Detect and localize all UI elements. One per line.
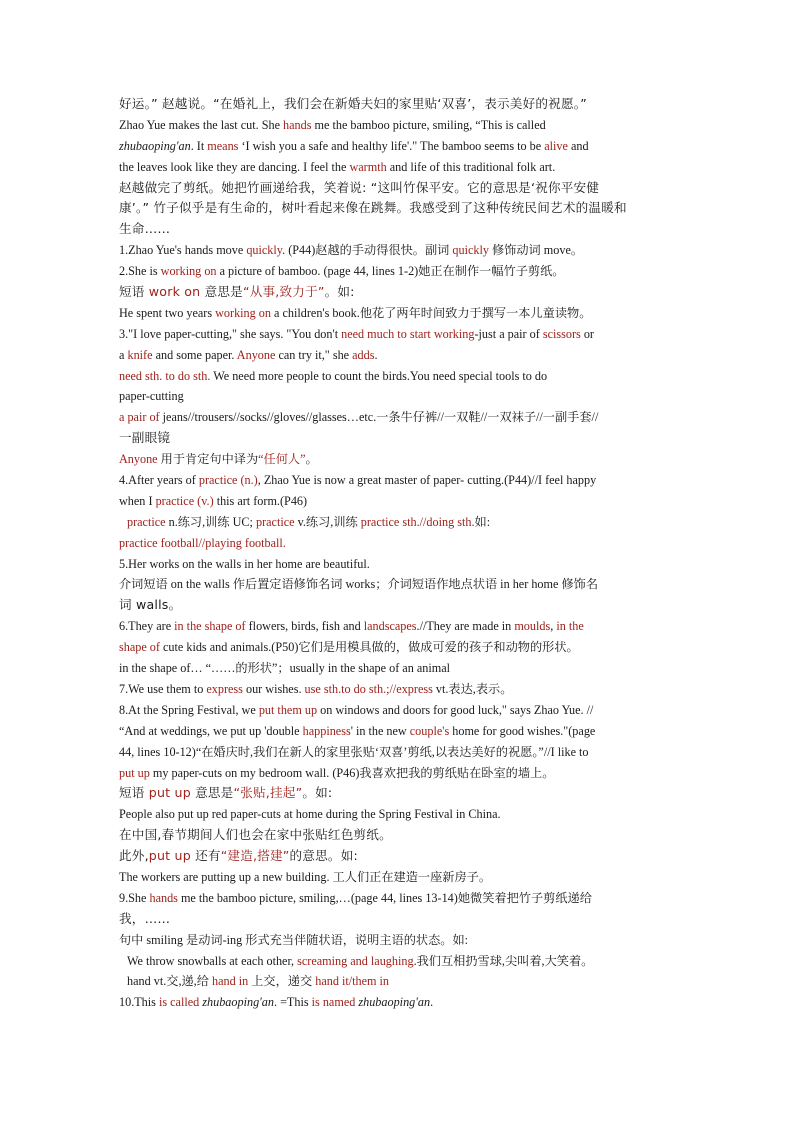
text-segment: 词 walls。 — [119, 597, 182, 613]
text-segment: He spent two years — [119, 305, 216, 320]
text-segment: 还有 — [190, 848, 221, 864]
text-line — [119, 198, 679, 219]
text-segment: 用于肯定句中译为 — [157, 452, 259, 467]
highlighted-text: put up — [148, 785, 191, 801]
text-segment: the leaves look like they are dancing. I feel the — [119, 159, 350, 174]
text-segment: 短语 — [119, 785, 149, 801]
highlighted-text: working on — [215, 305, 271, 320]
text-segment: 如: — [474, 514, 491, 529]
text-segment: jeans//trousers//socks//gloves//glasses…etc.一条牛仔裤//一双鞋//一双袜子//一副手套// — [159, 410, 599, 425]
text-segment: -just a pair of — [474, 326, 543, 341]
highlighted-text: adds — [352, 347, 375, 362]
text-segment: 8.At the Spring Festival, we — [119, 702, 259, 717]
text-line — [119, 178, 679, 199]
text-line — [119, 888, 679, 909]
highlighted-text: “任何人” — [258, 452, 306, 467]
highlighted-text: hands — [283, 117, 312, 132]
text-segment: .我们互相扔雪球,尖叫着,大笑着。 — [413, 953, 594, 968]
text-segment: our wishes. — [242, 681, 305, 696]
highlighted-text: “从事,致力于” — [242, 284, 325, 300]
text-line — [119, 449, 679, 470]
text-segment: 意思是 — [190, 785, 234, 801]
text-line — [119, 428, 679, 449]
text-segment: .//They are made in — [416, 619, 515, 634]
text-segment: 此外, — [119, 848, 149, 864]
highlighted-text: practice football//playing football. — [119, 535, 286, 550]
text-segment: 的意思。如: — [289, 848, 358, 864]
highlighted-text: practice sth.//doing sth. — [360, 514, 475, 529]
highlighted-text: quickly — [452, 243, 489, 258]
highlighted-text: warmth — [349, 159, 387, 174]
text-segment: 好运。” 赵越说。“在婚礼上，我们会在新婚夫妇的家里贴‘双喜’，表示美好的祝愿。” — [119, 96, 587, 111]
document-page — [119, 94, 679, 1013]
text-segment: when I — [119, 493, 156, 508]
text-line — [119, 407, 679, 428]
text-segment: 赵越做完了剪纸。她把竹画递给我，笑着说: “这叫竹保平安。它的意思是‘祝你平安健 — [119, 179, 600, 195]
highlighted-text: need much to start working — [341, 326, 475, 341]
text-segment: 9.She — [119, 890, 150, 905]
text-segment: “And at weddings, we put up 'double — [119, 723, 303, 738]
text-segment: v.练习,训练 — [294, 514, 361, 529]
text-segment: 上交，递交 — [248, 974, 316, 989]
text-segment: this art form.(P46) — [213, 493, 308, 508]
text-segment: . (P44)赵越的手动得很快。副词 — [282, 243, 453, 258]
text-line — [119, 658, 679, 679]
text-segment: . =This — [273, 995, 312, 1010]
text-line — [119, 721, 679, 742]
text-line — [119, 700, 679, 721]
text-segment: on windows and doors for good luck," says Zhao Yue. // — [317, 702, 594, 717]
highlighted-text: moulds — [514, 619, 551, 634]
text-segment: 7.We use them to — [119, 681, 207, 696]
text-segment: 康’。” 竹子似乎是有生命的，树叶看起来像在跳舞。我感受到了这种传统民间艺术的温暖和 — [119, 200, 627, 216]
text-segment: . — [430, 995, 434, 1010]
text-segment: zhubaoping'an — [119, 138, 191, 153]
highlighted-text: use sth.to do sth.;//express — [304, 681, 433, 696]
highlighted-text: couple's — [409, 723, 450, 738]
highlighted-text: is named — [311, 995, 356, 1010]
text-segment: People also put up red paper-cuts at home during the Spring Festival in China. — [119, 807, 501, 822]
text-segment: Zhao Yue makes the last cut. She — [119, 117, 284, 132]
text-line — [119, 930, 679, 951]
text-line — [119, 386, 679, 407]
text-segment: flowers, birds, fish and — [245, 619, 364, 634]
text-segment: 4.After years of — [119, 473, 199, 488]
text-line — [119, 951, 679, 972]
text-segment: 生命…… — [119, 221, 171, 237]
text-line — [119, 595, 679, 616]
text-line — [119, 94, 679, 115]
highlighted-text: knife — [127, 347, 153, 362]
text-segment: . — [374, 347, 378, 362]
text-line — [119, 240, 679, 261]
highlighted-text: Anyone — [236, 347, 276, 362]
highlighted-text: hand in — [211, 974, 249, 989]
highlighted-text: means — [207, 138, 239, 153]
text-line — [119, 825, 679, 846]
text-line — [119, 574, 679, 595]
text-segment: can try it," she — [275, 347, 353, 362]
text-line — [119, 303, 679, 324]
highlighted-text: a pair of — [119, 410, 160, 425]
text-segment: 2.She is — [119, 264, 161, 279]
text-segment: 修饰动词 move。 — [488, 243, 584, 258]
text-segment: zhubaoping'an — [202, 995, 274, 1010]
highlighted-text: in the shape of — [174, 619, 246, 634]
highlighted-text: alive — [544, 138, 568, 153]
highlighted-text: practice (v.) — [155, 493, 214, 508]
text-segment: 意思是 — [200, 284, 243, 300]
text-segment: me the bamboo picture, smiling, “This is called — [311, 117, 546, 132]
text-segment: ' in the new — [350, 723, 410, 738]
text-segment: 。 — [305, 452, 318, 467]
text-line — [119, 763, 679, 784]
highlighted-text: scissors — [542, 326, 581, 341]
text-line — [119, 324, 679, 345]
text-segment: n.练习,训练 UC; — [165, 514, 256, 529]
text-line — [119, 804, 679, 825]
text-segment: 5.Her works on the walls in her home are beautiful. — [119, 556, 370, 571]
text-line — [119, 909, 679, 930]
highlighted-text: practice — [127, 514, 166, 529]
text-segment: my paper-cuts on my bedroom wall. (P46)我喜欢把我的剪纸贴在卧室的墙上。 — [149, 765, 555, 780]
text-line — [119, 470, 679, 491]
text-line — [119, 219, 679, 240]
highlighted-text: shape of — [119, 640, 160, 655]
text-line — [119, 846, 679, 867]
text-segment: 一副眼镜 — [119, 430, 171, 446]
highlighted-text: hands — [149, 890, 178, 905]
text-segment: 44, lines 10-12)“在婚庆时,我们在新人的家里张贴‘双喜’剪纸,以表达美好的祝愿。”//I like to — [119, 744, 589, 759]
text-line — [119, 679, 679, 700]
text-line — [119, 345, 679, 366]
text-segment: , Zhao Yue is now a great master of paper- cutting.(P44)//I feel happy — [257, 473, 597, 488]
text-segment: 我，…… — [119, 910, 171, 926]
text-segment: cute kids and animals.(P50)它们是用模具做的，做成可爱的孩子和动物的形状。 — [159, 640, 579, 655]
highlighted-text: need sth. to do sth. — [119, 368, 211, 383]
highlighted-text: practice — [255, 514, 295, 529]
text-segment: 。如: — [302, 785, 333, 801]
text-line — [119, 512, 679, 533]
text-line — [119, 115, 679, 136]
highlighted-text: working on — [160, 264, 217, 279]
text-line — [119, 637, 679, 658]
highlighted-text: “张贴,挂起” — [233, 785, 303, 801]
text-segment: and some paper. — [152, 347, 237, 362]
text-segment: 6.They are — [119, 619, 175, 634]
highlighted-text: express — [206, 681, 243, 696]
text-segment: The workers are putting up a new building. 工人们正在建造一座新房子。 — [119, 869, 492, 884]
text-segment: and — [567, 138, 589, 153]
text-segment: a children's book.他花了两年时间致力于撰写一本儿童读物。 — [270, 305, 592, 320]
highlighted-text: Anyone — [119, 452, 158, 467]
text-line — [119, 533, 679, 554]
highlighted-text: happiness — [302, 723, 351, 738]
text-line — [119, 261, 679, 282]
text-line — [119, 971, 679, 992]
highlighted-text: put up — [148, 848, 191, 864]
highlighted-text: work on — [148, 284, 201, 300]
text-segment: 介词短语 on the walls 作后置定语修饰名词 works；介词短语作地点状语 in her home 修饰名 — [119, 577, 599, 592]
highlighted-text: put up — [119, 765, 150, 780]
text-segment: vt.表达,表示。 — [432, 681, 513, 696]
text-segment: , — [550, 619, 557, 634]
text-segment: 在中国,春节期间人们也会在家中张贴红色剪纸。 — [119, 827, 392, 843]
text-line — [119, 282, 679, 303]
text-segment: 。如: — [324, 284, 355, 300]
text-segment: ‘I wish you a safe and healthy life'." The bamboo seems to be — [238, 138, 545, 153]
text-segment: or — [580, 326, 594, 341]
highlighted-text: put them up — [258, 702, 318, 717]
text-segment: paper-cutting — [119, 389, 184, 404]
text-segment: 短语 — [119, 284, 149, 300]
text-segment: We throw snowballs at each other, — [127, 953, 298, 968]
text-line — [119, 867, 679, 888]
highlighted-text: “建造,搭建” — [220, 848, 290, 864]
highlighted-text: landscapes — [363, 619, 417, 634]
text-segment: 1.Zhao Yue's hands move — [119, 243, 247, 258]
text-segment: a — [119, 347, 128, 362]
text-line — [119, 366, 679, 387]
text-segment: 10.This — [119, 995, 159, 1010]
text-segment: 句中 smiling 是动词-ing 形式充当伴随状语，说明主语的状态。如: — [119, 932, 469, 947]
text-line — [119, 136, 679, 157]
text-line — [119, 742, 679, 763]
highlighted-text: in the — [556, 619, 584, 634]
text-segment: me the bamboo picture, smiling,…(page 44, lines 13-14)她微笑着把竹子剪纸递给 — [177, 890, 592, 905]
text-line — [119, 616, 679, 637]
text-line — [119, 783, 679, 804]
text-segment: in the shape of… “……的形状”；usually in the shape of an animal — [119, 661, 451, 676]
highlighted-text: is called — [158, 995, 200, 1010]
text-segment: zhubaoping'an — [358, 995, 431, 1010]
text-line — [119, 491, 679, 512]
text-segment: 3."I love paper-cutting," she says. "You don't — [119, 326, 342, 341]
text-segment: We need more people to count the birds.You need special tools to do — [210, 368, 548, 383]
highlighted-text: hand it/them in — [315, 974, 390, 989]
text-segment: hand vt.交,递,给 — [127, 974, 212, 989]
text-line — [119, 992, 679, 1013]
text-line — [119, 554, 679, 575]
highlighted-text: practice (n.) — [198, 473, 258, 488]
highlighted-text: screaming and laughing — [297, 953, 414, 968]
text-segment: . It — [190, 138, 208, 153]
text-line — [119, 157, 679, 178]
text-segment: and life of this traditional folk art. — [386, 159, 556, 174]
text-segment: home for good wishes."(page — [449, 723, 596, 738]
text-segment: a picture of bamboo. (page 44, lines 1-2)她正在制作一幅竹子剪纸。 — [216, 264, 565, 279]
highlighted-text: quickly — [246, 243, 283, 258]
